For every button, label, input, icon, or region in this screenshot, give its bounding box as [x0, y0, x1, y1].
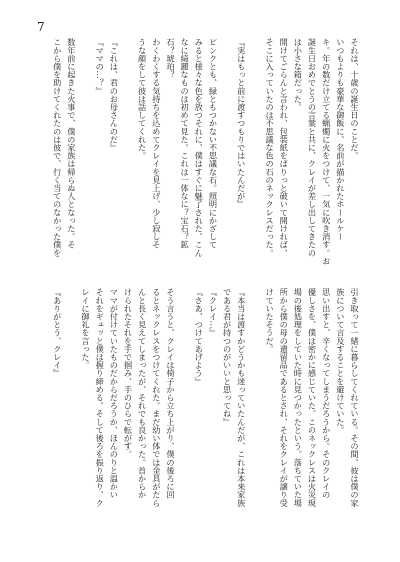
text-line: 族について言及することを避けていた。 [335, 288, 346, 434]
text-line: なに綺麗なものは初めて見た。これは一体なに？宝石？鉱 [180, 38, 191, 249]
text-line: それをギュッと僕は握り締める。そして後ろを振り返り、ク [95, 288, 106, 507]
text-line: そう言うと、クレイは椅子から立ち上がり、僕の後ろに回 [165, 288, 176, 499]
dialogue-line: である君が持つのがいいと思ってね』 [222, 288, 233, 426]
text-line: レイに御礼を言った。 [81, 288, 92, 370]
text-line: は小さな箱だった。 [293, 38, 304, 111]
blank-line [121, 38, 135, 276]
text-line: 所から僕の母の遺留品であるとされ、それをクレイが譲り受 [279, 288, 290, 507]
text-block-top [38, 38, 362, 276]
text-line: ママが付けていたものだからだろうか、ほんのりと温かい [109, 288, 120, 499]
dialogue-line: 『実はもっと前に渡すつもりではいたんだが』 [236, 38, 247, 209]
text-line: それは、十歳の誕生日のことだ。 [350, 38, 360, 160]
text-line: んと長く見えてしまったが、それでも良かった。首からか [137, 288, 148, 499]
blank-line [249, 288, 263, 526]
dialogue-line: 『ありがとう、クレイ』 [52, 288, 63, 378]
blank-line [79, 38, 93, 276]
text-line: 誕生日おめでとうの言葉と共に、クレイが差し出してきたの [307, 38, 318, 257]
text-line: 思い出すと、辛くなってしまうだろうから。そのクレイの [321, 288, 332, 499]
text-line: わくわくする気持ちを込めてクレイを見上げ、少し寂しそ [151, 38, 162, 249]
text-line: キ。年の数だけ立てる蝋燭に火をつけて、一気に吹き消す。お [321, 38, 332, 265]
dialogue-line: 『クレイ…』 [208, 288, 219, 337]
text-block-bottom [38, 288, 362, 526]
blank-line [65, 288, 79, 526]
blank-line [249, 38, 263, 276]
text-line: 石？琥珀？ [165, 38, 176, 79]
text-line: けられたそれを手で掴み、手のひらで転がす。 [123, 288, 134, 459]
text-line: 数年前に起きた火事で、僕の家族は帰らぬ人となった。そ [66, 38, 77, 249]
text-line: 優しさを、僕は密かに感じていた。このネックレスは火災現 [307, 288, 318, 507]
text-line: 開けてごらんと言われ、包装紙をぱりっと破いて開ければ、 [279, 38, 290, 257]
blank-line [220, 38, 234, 276]
text-line: いつもよりも豪華な御飯に、名前が描かれたホールケー [335, 38, 346, 241]
text-line: みると様々な色を放つそれに、僕はすぐに魅了された。こん [194, 38, 205, 257]
dialogue-line: 『これは、君のお母さんのだ』 [109, 38, 120, 152]
text-line: 場の後処理をしていた時に見つかったという。落ちていた場 [293, 288, 304, 507]
dialogue-line: 『ママの…？』 [95, 38, 106, 95]
page-number: 7 [37, 20, 45, 34]
dialogue-line: 『本当は渡すかどうかも迷っていたんだが、これは本来家族 [236, 288, 247, 507]
text-line: うな顔をして彼は話してくれた。 [137, 38, 148, 160]
text-line: るとネックレスをつけてくれた。まだ幼い体では金具がたら [151, 288, 162, 507]
text-line: そこに入っていたのは不思議な色の石のネックレスだった。 [265, 38, 276, 257]
blank-line [178, 288, 192, 526]
text-line: けていたそうだ。 [265, 288, 276, 353]
text-line: 引き取って一緒に暮らしてくれている。その間、彼は僕の家 [350, 288, 360, 507]
text-line: ピンクとも、緑ともつかない不思議な石。照明にかざして [208, 38, 219, 249]
text-line: こから僕を助けてくれたのは彼で、行く当てのなかった僕を [52, 38, 63, 257]
dialogue-line: 『さあ、つけてあげよう』 [194, 288, 205, 386]
